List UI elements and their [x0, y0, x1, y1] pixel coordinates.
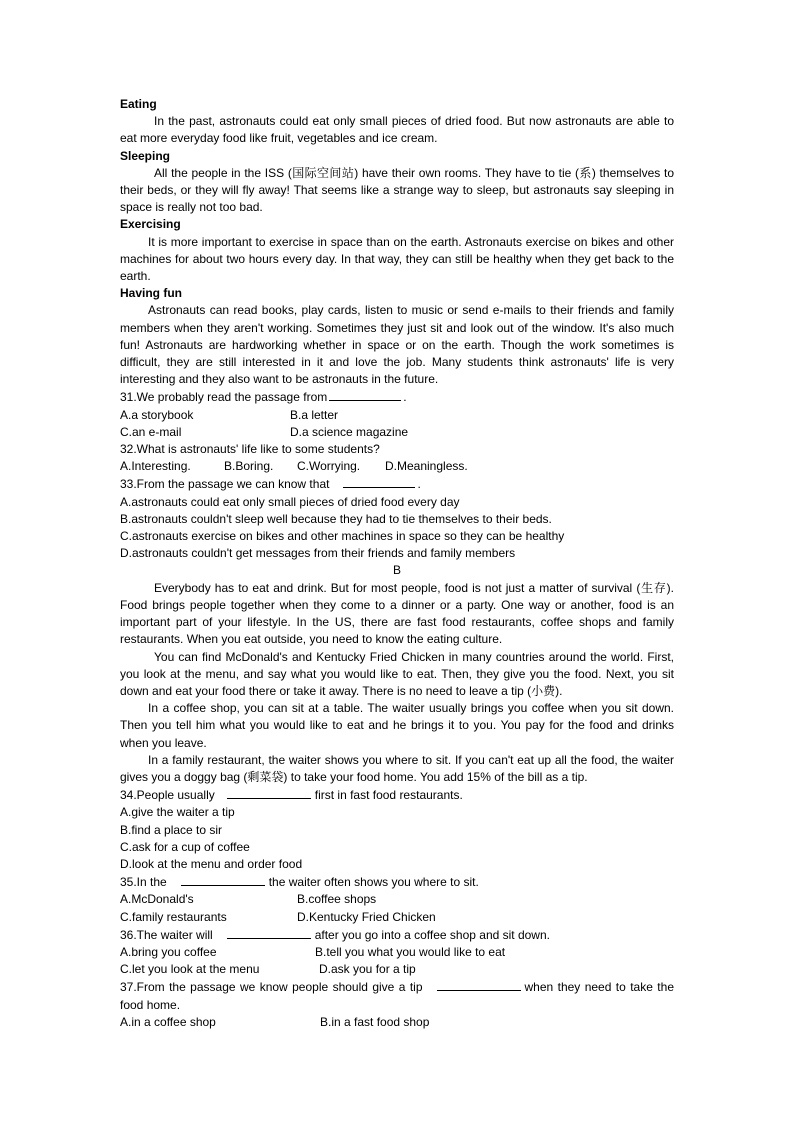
q31-options-row-1 — [120, 407, 674, 424]
option-b: B.tell you what you would like to eat — [315, 944, 506, 959]
q35-stem-end: the waiter often shows you where to sit. — [268, 875, 479, 890]
option-c: C.let you look at the menu — [120, 962, 260, 977]
option-b: B.Boring. — [224, 459, 274, 474]
q35-stem: 35.In the — [120, 875, 167, 890]
answer-blank — [227, 786, 311, 799]
q36-stem-end: after you go into a coffee shop and sit down. — [314, 927, 550, 942]
q31-options-row-2 — [120, 424, 674, 441]
question-36 — [120, 926, 674, 944]
answer-blank — [227, 926, 311, 939]
q37-stem-end: when they need to take the food home. — [120, 980, 674, 1012]
q36-options-row-2 — [120, 961, 674, 978]
answer-blank — [343, 475, 415, 488]
heading-having-fun: Having fun — [120, 286, 182, 301]
question-34 — [120, 786, 674, 804]
heading-sleeping: Sleeping — [120, 148, 171, 163]
paragraph-having-fun: Astronauts can read books, play cards, listen to music or send e-mails to their friends and family members when they aren't working. Sometimes they just sit and look out of the window. It's also much fun! Astronauts are hardworking whether in space or on the earth. Though the work sometimes is difficult, they are still interested in it and love the job. Many students think astronauts' life is very interesting and they also want to be astronauts in the future. — [120, 303, 674, 387]
q34-stem-end: first in fast food restaurants. — [314, 788, 463, 803]
paragraph-b2: You can find McDonald's and Kentucky Fried Chicken in many countries around the world. First, you look at the menu, and say what you would like to eat. Then, they give you the food. Next, you sit down and eat your food there or take it away. There is no need to leave a tip (小费). — [120, 649, 674, 698]
option-b: B.find a place to sir — [120, 822, 223, 837]
heading-eating: Eating — [120, 97, 157, 111]
q32-options-row — [120, 458, 674, 475]
question-31 — [120, 388, 674, 406]
option-c: C.ask for a cup of coffee — [120, 839, 250, 854]
option-a: A.McDonald's — [120, 892, 194, 907]
option-d: D.astronauts couldn't get messages from their friends and family members — [120, 546, 516, 561]
option-a: A.in a coffee shop — [120, 1014, 216, 1029]
q31-stem-end: . — [403, 390, 407, 405]
option-a: A.a storybook — [120, 407, 194, 422]
option-d: D.look at the menu and order food — [120, 856, 303, 871]
paragraph-sleeping: All the people in the ISS (国际空间站) have their own rooms. They have to tie (系) themselves to their beds, or they will fly away! That seems like a strange way to sleep, but astronauts say sleeping in space is really not too bad. — [120, 165, 674, 215]
option-b: B.coffee shops — [297, 892, 377, 907]
option-c: C.astronauts exercise on bikes and other machines in space so they can be healthy — [120, 529, 565, 544]
option-b: B.in a fast food shop — [320, 1014, 430, 1029]
section-b-label: B — [392, 563, 401, 578]
option-a: A.give the waiter a tip — [120, 805, 235, 820]
document-page — [120, 96, 674, 1031]
option-a: A.bring you coffee — [120, 944, 217, 959]
option-b: B.astronauts couldn't sleep well because they had to tie themselves to their beds. — [120, 511, 552, 526]
heading-exercising: Exercising — [120, 217, 181, 232]
answer-blank — [181, 873, 265, 886]
paragraph-b1: Everybody has to eat and drink. But for most people, food is not just a matter of survival (生存). Food brings people together when they come to a dinner or a party. One way or another, food is an important part of your lifestyle. In the US, there are fast food restaurants, coffee shops and family restaurants. When you eat outside, you need to know the eating culture. — [120, 580, 674, 647]
question-37 — [120, 978, 674, 1013]
q34-stem: 34.People usually — [120, 788, 215, 803]
option-c: C.an e-mail — [120, 424, 182, 439]
option-d: D.a science magazine — [290, 424, 409, 439]
option-d: D.ask you for a tip — [319, 962, 416, 977]
answer-blank — [329, 388, 401, 401]
q37-options-row-1 — [120, 1014, 674, 1031]
option-a: A.astronauts could eat only small pieces of dried food every day — [120, 494, 460, 509]
paragraph-b3: In a coffee shop, you can sit at a table. The waiter usually brings you coffee when you sit down. Then you tell him what you would like to eat and he brings it to you. You pay for the food and drinks when you leave. — [120, 701, 674, 750]
question-32: 32.What is astronauts' life like to some students? — [120, 442, 380, 457]
q35-options-row-1 — [120, 891, 674, 908]
paragraph-b4: In a family restaurant, the waiter shows you where to sit. If you can't eat up all the food, the waiter gives you a doggy bag (剩菜袋) to take your food home. You add 15% of the bill as a tip. — [120, 752, 674, 784]
q37-stem: 37.From the passage we know people should give a tip — [120, 980, 423, 995]
answer-blank — [437, 978, 521, 991]
q35-options-row-2 — [120, 909, 674, 926]
option-d: D.Kentucky Fried Chicken — [297, 909, 436, 924]
option-c: C.Worrying. — [297, 459, 361, 474]
option-c: C.family restaurants — [120, 909, 227, 924]
paragraph-exercising: It is more important to exercise in space than on the earth. Astronauts exercise on bikes and other machines for about two hours every day. In that way, they can still be healthy when they get back to the earth. — [120, 234, 674, 284]
question-33 — [120, 475, 674, 493]
option-d: D.Meaningless. — [385, 459, 468, 474]
q33-stem: 33.From the passage we can know that — [120, 477, 330, 492]
q31-stem: 31.We probably read the passage from — [120, 390, 328, 405]
option-b: B.a letter — [290, 407, 339, 422]
paragraph-eating: In the past, astronauts could eat only small pieces of dried food. But now astronauts are able to eat more everyday food like fruit, vegetables and ice cream. — [120, 114, 674, 146]
q33-stem-end: . — [417, 477, 421, 492]
option-a: A.Interesting. — [120, 459, 191, 474]
question-35 — [120, 873, 674, 891]
q36-stem: 36.The waiter will — [120, 927, 213, 942]
q36-options-row-1 — [120, 944, 674, 961]
